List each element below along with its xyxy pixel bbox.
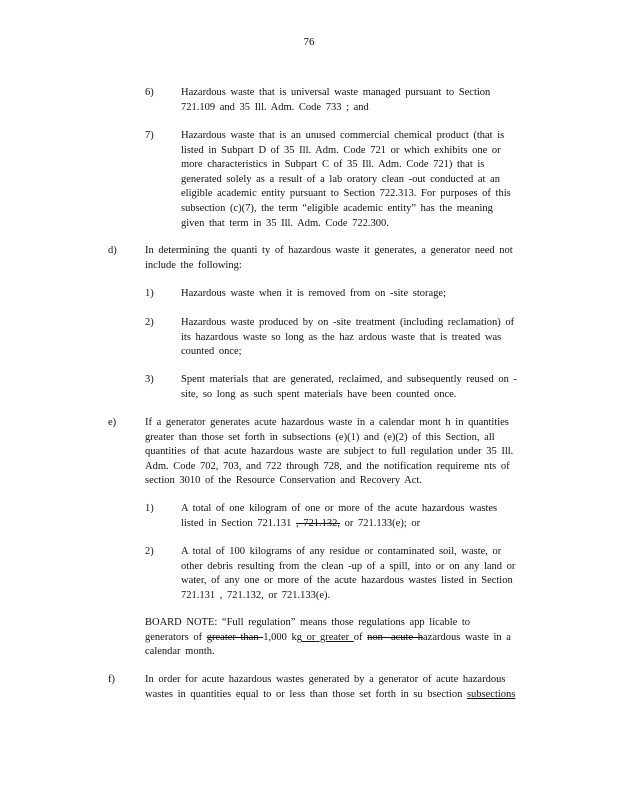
board-note (145, 616, 511, 660)
d-item-2-line: counted once; (181, 346, 242, 358)
d-item-2-line: Hazardous waste produced by on -site treatment (including reclamation) of (181, 317, 515, 328)
board-note-part: generators of (145, 631, 207, 643)
page-number: 76 (303, 36, 315, 48)
section-e-line: If a generator generates acute hazardous waste in a calendar mont h in quantities (145, 417, 509, 428)
section-f-line: In order for acute hazardous wastes generated by a generator of acute hazardous (145, 674, 506, 685)
item-7-line: listed in Subpart D of 35 Ill. Adm. Code 721 or which exhibits one or (181, 144, 501, 156)
section-f-line (145, 688, 515, 703)
item-6-text (181, 86, 490, 115)
board-note-part: 1,000 kg (263, 631, 302, 643)
section-d-text (145, 244, 513, 273)
item-7-line: subsection (c)(7), the term “eligible academic entity” has the meaning (181, 202, 493, 214)
board-note-line: calendar month. (145, 646, 215, 658)
e-item-2-text (181, 545, 515, 603)
d-item-1-line: Hazardous waste when it is removed from on -site storage; (181, 288, 446, 299)
e-item-1-text-part: listed in Section 721.131 (181, 517, 297, 529)
item-7-line: generated solely as a result of a lab oratory clean -out conducted at an (181, 173, 501, 185)
section-f-text (145, 673, 515, 702)
d-item-3-line: Spent materials that are generated, reclaimed, and subsequently reused on - (181, 374, 518, 385)
section-e-line: quantities of that acute hazardous waste are subject to full regulation under 35 Ill. (145, 446, 514, 458)
d-item-1-text (181, 287, 446, 302)
e-item-2-line: other debris resulting from the clean -up of a spill, into or on any land or (181, 560, 516, 572)
d-item-2-label: 2) (145, 317, 154, 328)
board-note-line (145, 631, 511, 646)
e-item-1-label: 1) (145, 503, 154, 514)
item-6-line: 721.109 and 35 Ill. Adm. Code 733 ; and (181, 101, 369, 113)
e-item-2-line: water, of any one or more of the acute hazardous wastes listed in Section (181, 575, 513, 587)
section-d-label: d) (108, 245, 117, 256)
item-7-text (181, 129, 511, 231)
section-f-part: wastes in quantities equal to or less than those set forth in su bsection (145, 688, 467, 700)
item-7-line: Hazardous waste that is an unused commercial chemical product (that is (181, 130, 505, 141)
e-item-2-line: A total of 100 kilograms of any residue or contaminated soil, waste, or (181, 546, 502, 557)
d-item-3-text (181, 373, 517, 402)
d-item-3-line: site, so long as such spent materials have been counted once. (181, 388, 457, 400)
d-item-2-text (181, 316, 514, 360)
item-7-line: given that term in 35 Ill. Adm. Code 722.300. (181, 217, 389, 229)
item-6-label: 6) (145, 87, 154, 98)
e-item-2-label: 2) (145, 546, 154, 557)
section-d-line: In determining the quanti ty of hazardous waste it generates, a generator need not (145, 245, 513, 256)
e-item-1-text (181, 502, 497, 531)
deleted-text: greater than (206, 631, 264, 643)
item-7-label: 7) (145, 130, 154, 141)
section-e-line: section 3010 of the Resource Conservation and Recovery Act. (145, 475, 422, 487)
e-item-1-text-part: or 721.133(e); or (340, 517, 421, 529)
item-7-line: eligible academic entity pursuant to Section 722.313. For purposes of this (181, 188, 511, 200)
item-6-line: Hazardous waste that is universal waste managed pursuant to Section (181, 87, 491, 98)
e-item-1-line (181, 517, 497, 532)
e-item-2-line: 721.131 , 721.132, or 721.133(e). (181, 589, 331, 601)
section-f-label: f) (108, 674, 115, 685)
board-note-line: BOARD NOTE: “Full regulation” means those regulations app licable to (145, 617, 471, 628)
d-item-1-label: 1) (145, 288, 154, 299)
inserted-text: subsections (466, 688, 516, 700)
d-item-3-label: 3) (145, 374, 154, 385)
deleted-text: , 721.132, (296, 517, 341, 529)
inserted-text: or greater (301, 631, 354, 643)
item-7-line: more characteristics in Subpart C of 35 Ill. Adm. Code 721) that is (181, 159, 485, 171)
e-item-1-line: A total of one kilogram of one or more of the acute hazardous wastes (181, 503, 498, 514)
section-e-text (145, 416, 513, 489)
board-note-part: azardous waste in a (423, 631, 511, 643)
board-note-part: of (353, 631, 368, 643)
section-d-line: include the following: (145, 259, 242, 271)
section-e-line: greater than those set forth in subsections (e)(1) and (e)(2) of this Section, all (145, 431, 495, 443)
section-e-line: Adm. Code 702, 703, and 722 through 728, and the notification requireme nts of (145, 460, 510, 472)
deleted-text: non -acute h (367, 631, 424, 643)
section-e-label: e) (108, 417, 117, 428)
d-item-2-line: its hazardous waste so long as the haz ardous waste that is treated was (181, 331, 502, 343)
